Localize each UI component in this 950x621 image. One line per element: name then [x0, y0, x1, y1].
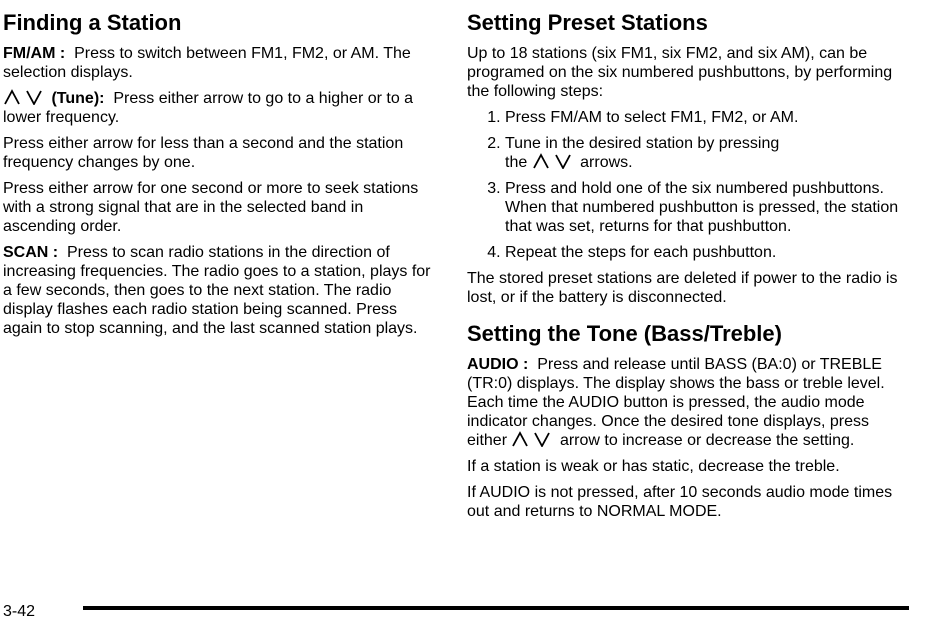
- audio-timeout-note: If AUDIO is not pressed, after 10 seconds audio mode times out and returns to NORMAL MODE.: [467, 484, 893, 520]
- audio-text2-suffix: arrow to increase or decrease the setting.: [559, 432, 855, 449]
- audio-text2-prefix: tone displays, press either: [467, 413, 870, 449]
- left-column: [3, 8, 439, 345]
- list-item: 1. Press FM/AM to select FM1, FM2, or AM.: [505, 108, 912, 127]
- tune-text: Press either arrow to go to a higher or to a lower frequency.: [3, 90, 414, 126]
- footer-divider: [83, 606, 909, 610]
- list-item: 3. Press and hold one of the six numbered pushbuttons. When that numbered pushbutton is pressed, the station that was set, returns for that pushbutton.: [505, 179, 912, 236]
- audio-term: AUDIO :: [467, 356, 529, 373]
- up-down-arrow-icons: [532, 153, 572, 169]
- page-number: 3-42: [3, 603, 36, 620]
- up-down-arrow-icons: [3, 89, 43, 105]
- finding-station-heading: Finding a Station: [3, 10, 182, 35]
- fmam-text: Press to switch between FM1, FM2, or AM. The selection displays.: [3, 45, 411, 81]
- step2-prefix: the: [505, 154, 528, 171]
- list-item: 4. Repeat the steps for each pushbutton.: [505, 243, 912, 262]
- up-down-arrow-icons: [511, 431, 551, 447]
- right-column: [467, 8, 912, 528]
- audio-paragraph: [467, 355, 912, 450]
- list-item: [505, 134, 912, 172]
- preset-intro: Up to 18 stations (six FM1, six FM2, and six AM), can be programed on the six numbered pushbuttons, by performing the following steps:: [467, 45, 893, 100]
- tone-heading: Setting the Tone (Bass/Treble): [467, 321, 782, 346]
- fmam-term: FM/AM :: [3, 45, 66, 62]
- tune-term: (Tune):: [51, 90, 105, 107]
- preset-steps-list: [467, 108, 912, 262]
- seek-paragraph: Press either arrow for one second or more to seek stations with a strong signal that are in the selected band in ascending order.: [3, 180, 419, 235]
- step2-suffix: arrows.: [580, 154, 633, 171]
- scan-paragraph: [3, 243, 439, 338]
- preset-note: The stored preset stations are deleted if power to the radio is lost, or if the battery is disconnected.: [467, 270, 898, 306]
- fmam-paragraph: [3, 44, 439, 82]
- preset-heading: Setting Preset Stations: [467, 10, 708, 35]
- scan-text: Press to scan radio stations in the direction of increasing frequencies. The radio goes to a station, plays for a few seconds, then goes to the next station. The radio display flashes each radio station being scanned. Press again to stop scanning, and the last scanned station plays.: [3, 244, 431, 337]
- tune-paragraph: [3, 89, 439, 127]
- weak-station-note: If a station is weak or has static, decrease the treble.: [467, 458, 840, 475]
- step2-text: Tune in the desired station by pressing: [505, 135, 780, 152]
- scan-term: SCAN :: [3, 244, 59, 261]
- short-press-paragraph: Press either arrow for less than a second and the station frequency changes by one.: [3, 135, 404, 171]
- audio-text: Press and release until BASS (BA:0) or TREBLE (TR:0) displays. The display shows the bass or treble level. Each time the AUDIO button is pressed, the audio mode indicator changes. Once the desired: [467, 356, 885, 430]
